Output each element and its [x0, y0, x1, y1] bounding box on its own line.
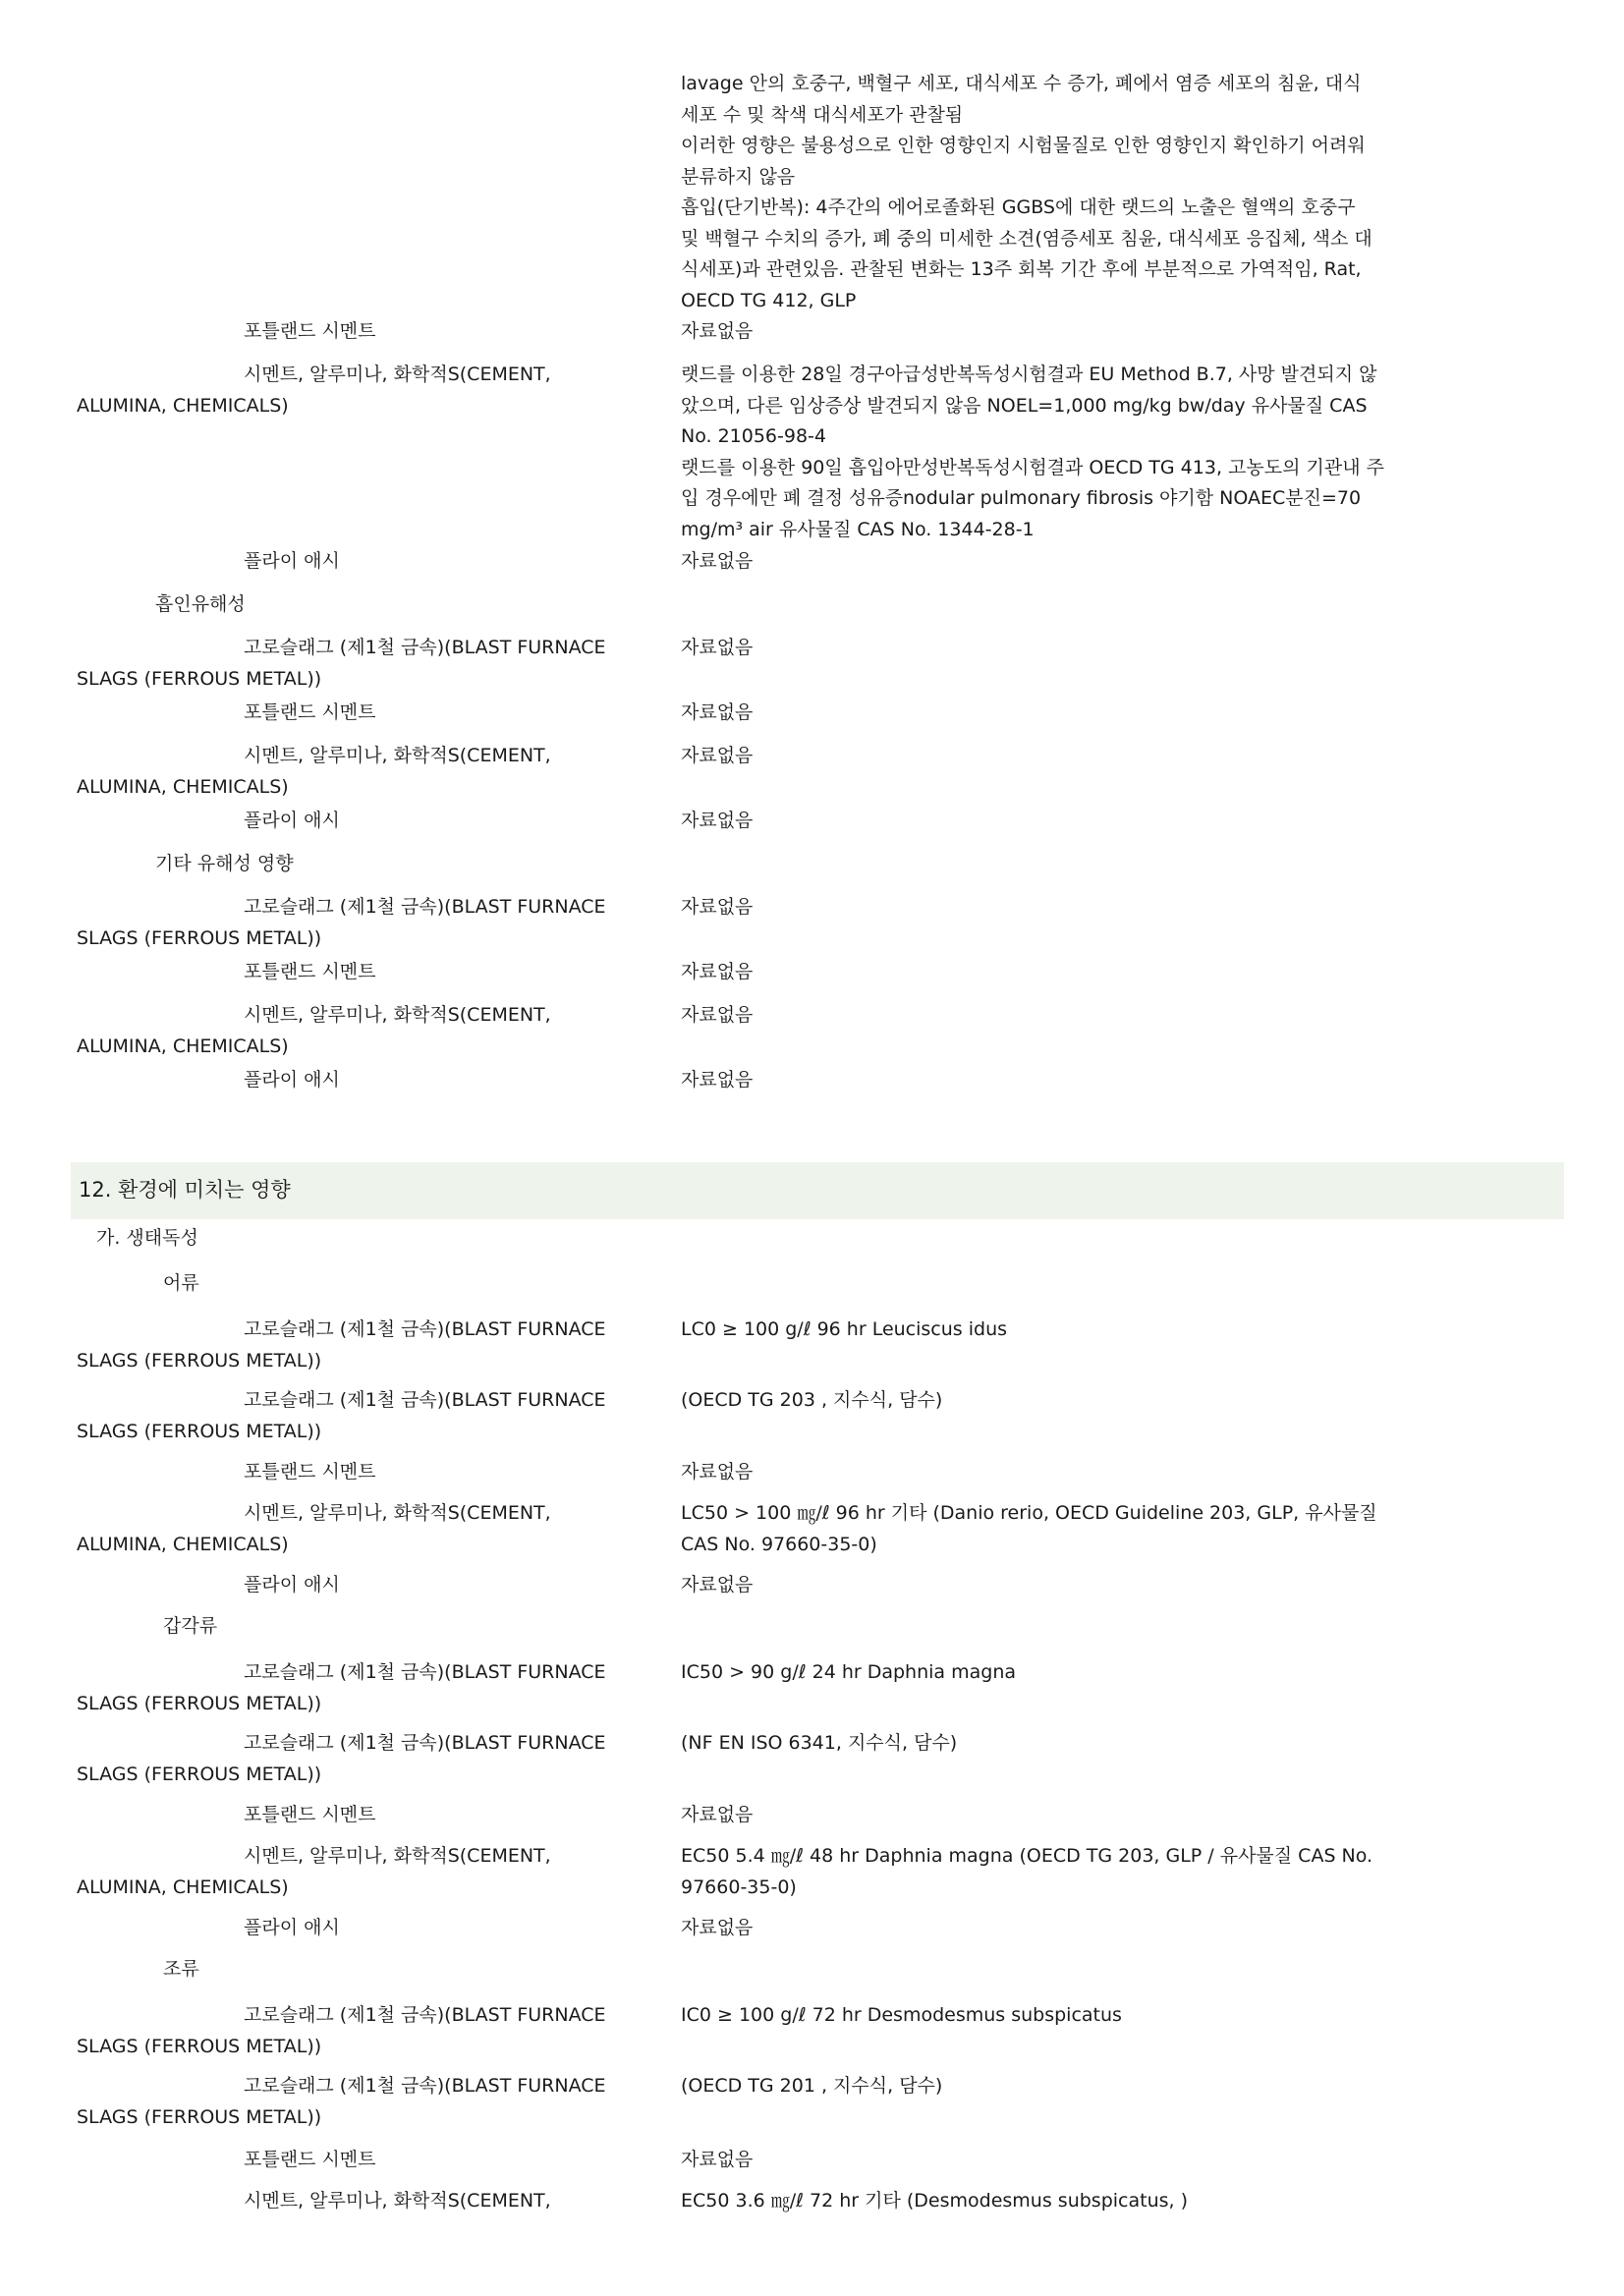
text-line: 분류하지 않음	[681, 165, 796, 188]
category-heading: 흡인유해성	[155, 593, 246, 615]
substance-name: 고로슬래그 (제1철 금속)(BLAST FURNACE SLAGS (FERROUS METAL))	[77, 1318, 606, 1372]
substance-value: 자료없음	[681, 550, 754, 572]
substance-name: 포틀랜드 시멘트	[244, 1804, 376, 1825]
category-heading: 조류	[163, 1958, 199, 1980]
substance-name: 포틀랜드 시멘트	[244, 1461, 376, 1483]
substance-value: 자료없음	[681, 810, 754, 831]
substance-name: 플라이 애시	[244, 810, 340, 831]
substance-name: 시멘트, 알루미나, 화학적S(CEMENT, ALUMINA, CHEMICALS)	[77, 364, 551, 417]
category-heading: 어류	[163, 1272, 199, 1294]
intro-paragraph	[681, 69, 1467, 316]
substance-value: 자료없음	[681, 1917, 754, 1938]
substance-name: 시멘트, 알루미나, 화학적S(CEMENT, ALUMINA, CHEMICALS)	[77, 745, 551, 798]
substance-value: EC50 5.4 ㎎/ℓ 48 hr Daphnia magna (OECD TG 203, GLP / 유사물질 CAS No. 97660-35-0)	[681, 1845, 1373, 1898]
substance-name: 고로슬래그 (제1철 금속)(BLAST FURNACE SLAGS (FERROUS METAL))	[77, 896, 606, 949]
substance-value: (OECD TG 203 , 지수식, 담수)	[681, 1389, 943, 1411]
substance-name: 시멘트, 알루미나, 화학적S(CEMENT,	[244, 2190, 551, 2212]
substance-value: LC0 ≥ 100 g/ℓ 96 hr Leuciscus idus	[681, 1318, 1008, 1340]
substance-name: 플라이 애시	[244, 1917, 340, 1938]
substance-name: 포틀랜드 시멘트	[244, 2149, 376, 2170]
substance-value: (NF EN ISO 6341, 지수식, 담수)	[681, 1732, 958, 1754]
substance-name: 시멘트, 알루미나, 화학적S(CEMENT, ALUMINA, CHEMICALS)	[77, 1845, 551, 1898]
substance-value: 랫드를 이용한 28일 경구아급성반복독성시험결과 EU Method B.7, 사망 발견되지 않 았으며, 다른 임상증상 발견되지 않음 NOEL=1,000 mg/kg bw/day 유사물질 CAS No. 21056-98-4 랫드를 이용한 90일 흡입아만성반복독성시험결과 OECD TG 413, 고농도의 기관내 주 입 경우에만 폐 결정 성유증nodular pulmonary fibrosis 야기함 NOAEC분진=70 mg/m³ air 유사물질 CAS No. 1344-28-1	[681, 364, 1384, 540]
substance-value: (OECD TG 201 , 지수식, 담수)	[681, 2075, 943, 2097]
substance-value: 자료없음	[681, 745, 754, 766]
category-heading: 기타 유해성 영향	[155, 853, 294, 874]
substance-name: 고로슬래그 (제1철 금속)(BLAST FURNACE SLAGS (FERROUS METAL))	[77, 1732, 606, 1785]
text-line: 이러한 영향은 불용성으로 인한 영향인지 시험물질로 인한 영향인지 확인하기 어려워	[681, 135, 1366, 156]
text-line: 식세포)과 관련있음. 관찰된 변화는 13주 회복 기간 후에 부분적으로 가역적임, Rat,	[681, 258, 1362, 280]
substance-name: 포틀랜드 시멘트	[244, 320, 376, 342]
substance-name: 고로슬래그 (제1철 금속)(BLAST FURNACE SLAGS (FERROUS METAL))	[77, 2004, 606, 2057]
section-title: 12. 환경에 미치는 영향	[79, 1178, 291, 1202]
substance-name: 고로슬래그 (제1철 금속)(BLAST FURNACE SLAGS (FERROUS METAL))	[77, 637, 606, 690]
substance-value: 자료없음	[681, 961, 754, 982]
text-line: 흡입(단기반복): 4주간의 에어로졸화된 GGBS에 대한 랫드의 노출은 혈액의 호중구	[681, 196, 1356, 218]
text-line: 세포 수 및 착색 대식세포가 관찰됨	[681, 103, 964, 126]
substance-value: 자료없음	[681, 896, 754, 918]
text-line: 및 백혈구 수치의 증가, 폐 중의 미세한 소견(염증세포 침윤, 대식세포 응집체, 색소 대	[681, 227, 1372, 250]
substance-value: LC50 > 100 ㎎/ℓ 96 hr 기타 (Danio rerio, OECD Guideline 203, GLP, 유사물질 CAS No. 97660-35-0)	[681, 1502, 1377, 1555]
section-header	[71, 1162, 1564, 1219]
substance-name: 플라이 애시	[244, 1574, 340, 1596]
substance-value: 자료없음	[681, 2149, 754, 2170]
substance-value: 자료없음	[681, 1804, 754, 1825]
substance-value: IC50 > 90 g/ℓ 24 hr Daphnia magna	[681, 1661, 1016, 1683]
category-heading: 갑각류	[163, 1615, 218, 1637]
substance-value: 자료없음	[681, 637, 754, 658]
substance-name: 포틀랜드 시멘트	[244, 701, 376, 723]
substance-name: 시멘트, 알루미나, 화학적S(CEMENT, ALUMINA, CHEMICALS)	[77, 1502, 551, 1555]
substance-value: IC0 ≥ 100 g/ℓ 72 hr Desmodesmus subspicatus	[681, 2004, 1122, 2026]
substance-value: 자료없음	[681, 1069, 754, 1091]
substance-value: 자료없음	[681, 701, 754, 723]
substance-value: 자료없음	[681, 320, 754, 342]
substance-name: 시멘트, 알루미나, 화학적S(CEMENT, ALUMINA, CHEMICALS)	[77, 1004, 551, 1057]
subsection-heading: 가. 생태독성	[96, 1227, 198, 1249]
substance-name: 플라이 애시	[244, 550, 340, 572]
substance-value: 자료없음	[681, 1574, 754, 1596]
substance-name: 고로슬래그 (제1철 금속)(BLAST FURNACE SLAGS (FERROUS METAL))	[77, 1661, 606, 1714]
substance-name: 플라이 애시	[244, 1069, 340, 1091]
substance-value: 자료없음	[681, 1004, 754, 1026]
substance-name: 고로슬래그 (제1철 금속)(BLAST FURNACE SLAGS (FERROUS METAL))	[77, 1389, 606, 1442]
substance-name: 포틀랜드 시멘트	[244, 961, 376, 982]
text-line: lavage 안의 호중구, 백혈구 세포, 대식세포 수 증가, 폐에서 염증 세포의 침윤, 대식	[681, 73, 1362, 94]
substance-value: 자료없음	[681, 1461, 754, 1483]
substance-name: 고로슬래그 (제1철 금속)(BLAST FURNACE SLAGS (FERROUS METAL))	[77, 2075, 606, 2128]
text-line: OECD TG 412, GLP	[681, 289, 857, 311]
substance-value: EC50 3.6 ㎎/ℓ 72 hr 기타 (Desmodesmus subspicatus, )	[681, 2190, 1189, 2212]
